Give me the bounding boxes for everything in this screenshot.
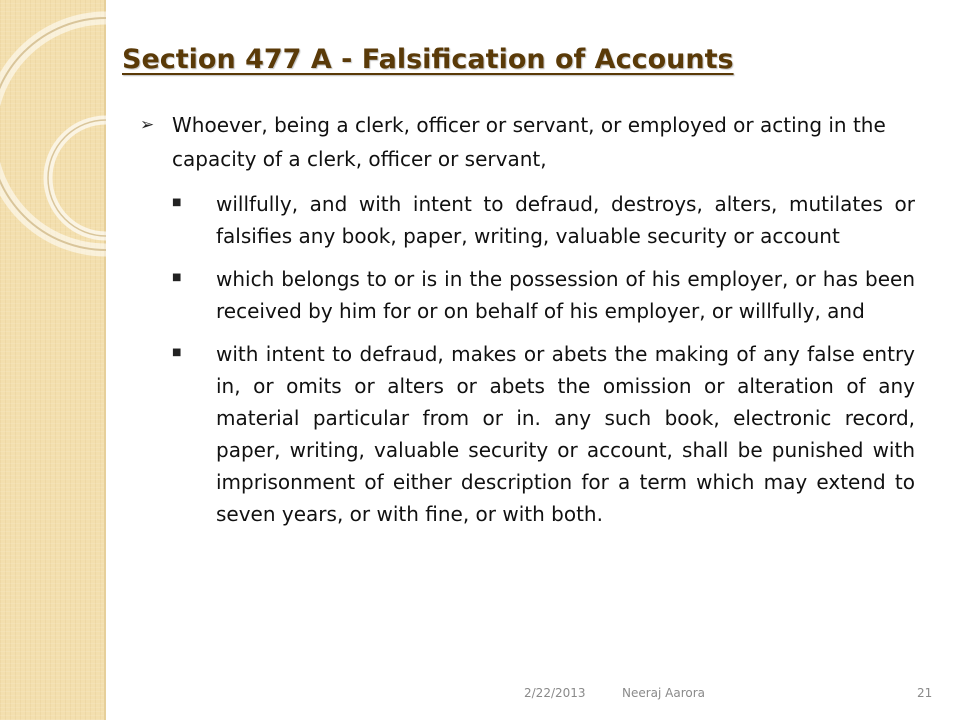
sub-bullet-text: which belongs to or is in the possession of his employer, or has been received by him for or on behalf of his employer, or willfully, and: [216, 267, 915, 323]
decorative-ring-inner-edge: [48, 120, 106, 236]
sub-bullet-item: [140, 188, 915, 252]
slide-title: Section 477 A - Falsification of Accounts: [122, 44, 734, 75]
square-bullet-icon: ■: [172, 272, 182, 283]
decorative-ring-inner: [48, 120, 106, 236]
sub-bullet-text: with intent to defraud, makes or abets the making of any false entry in, or omits or alters or abets the omission or alteration of any material particular from or in. any such book, electronic record, paper, writing, valuable security or account, shall be punished with imprisonment of either description for a term which may extend to seven years, or with fine, or with both.: [216, 342, 915, 526]
square-bullet-icon: ■: [172, 197, 182, 208]
sub-bullet-list: [140, 188, 915, 530]
arrow-bullet-icon: ➢: [140, 115, 155, 135]
footer-author: Neeraj Aarora: [622, 686, 706, 700]
sub-bullet-item: [140, 338, 915, 530]
sub-bullet-text: willfully, and with intent to defraud, destroys, alters, mutilates or falsifies any book, paper, writing, valuable security or account: [216, 192, 915, 248]
decorative-rings: [0, 0, 106, 260]
sub-bullet-item: [140, 263, 915, 327]
decorative-ring-outer: [0, 18, 106, 250]
intro-bullet: [140, 108, 915, 176]
intro-text: Whoever, being a clerk, officer or servant, or employed or acting in the capacity of a clerk, officer or servant,: [172, 113, 886, 171]
footer-date: 2/22/2013: [524, 686, 586, 700]
slide-number: 21: [917, 686, 933, 700]
slide-body: [140, 108, 915, 541]
square-bullet-icon: ■: [172, 347, 182, 358]
